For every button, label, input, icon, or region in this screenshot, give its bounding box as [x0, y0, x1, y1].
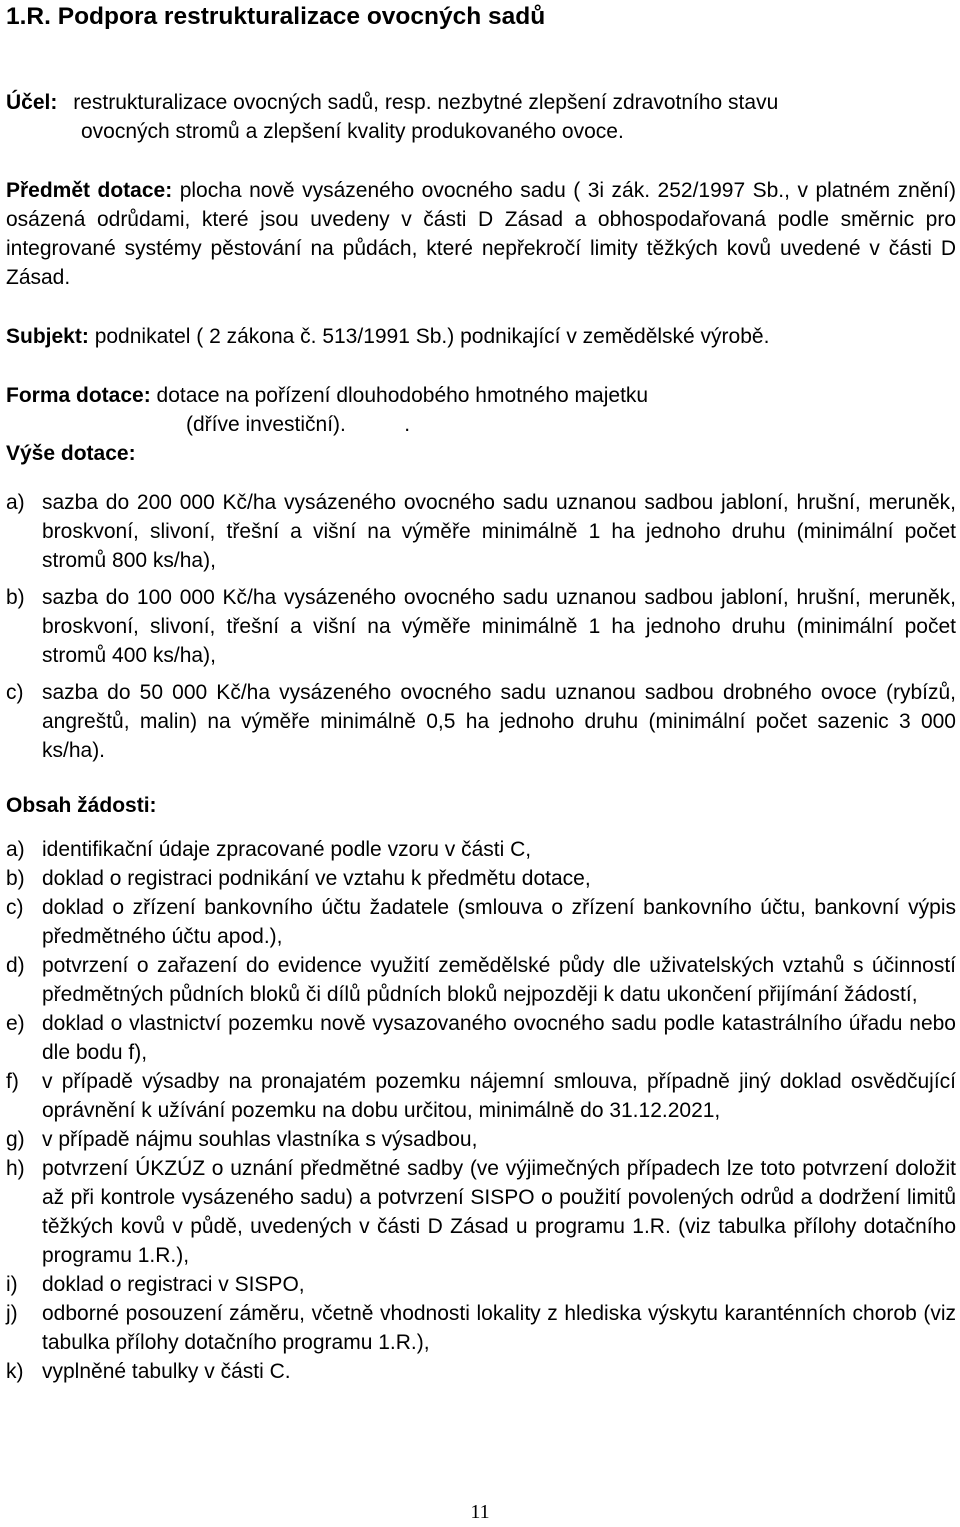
- vyse-heading: [6, 439, 956, 468]
- list-text: doklad o registraci podnikání ve vztahu k předmětu dotace,: [42, 867, 591, 890]
- list-marker: c): [6, 896, 24, 919]
- list-item: [6, 864, 956, 893]
- list-text: sazba do 200 000 Kč/ha vysázeného ovocného sadu uznanou sadbou jabloní, hrušní, meruněk, broskvoní, slivoní, třešní a višní na výměře minimálně 1 ha jednoho druhu (minimální počet stromů 800 ks/ha),: [42, 491, 956, 572]
- ucel-line2-block: [81, 117, 956, 146]
- vyse-list: [6, 488, 956, 765]
- list-item: [6, 1357, 956, 1386]
- list-marker: j): [6, 1302, 18, 1325]
- list-item: [6, 678, 956, 765]
- list-item: [6, 1270, 956, 1299]
- list-item: [6, 1067, 956, 1125]
- list-marker: i): [6, 1273, 18, 1296]
- forma-line2-block: [186, 410, 956, 439]
- list-marker: f): [6, 1070, 19, 1093]
- list-marker: a): [6, 491, 25, 514]
- list-marker: g): [6, 1128, 25, 1151]
- list-item: [6, 893, 956, 951]
- list-marker: k): [6, 1360, 24, 1383]
- list-text: identifikační údaje zpracované podle vzoru v části C,: [42, 838, 532, 861]
- list-text: doklad o vlastnictví pozemku nově vysazovaného ovocného sadu podle katastrálního úřadu nebo dle bodu f),: [42, 1012, 956, 1064]
- list-item: [6, 1299, 956, 1357]
- ucel-label: Účel:: [6, 91, 58, 114]
- list-text: v případě výsadby na pronajatém pozemku nájemní smlouva, případně jiný doklad osvědčující oprávnění k užívání pozemku na dobu určitou, minimálně do 31.12.2021,: [42, 1070, 956, 1122]
- list-text: sazba do 50 000 Kč/ha vysázeného ovocného sadu uznanou sadbou drobného ovoce (rybízů, angreštů, malin) na výměře minimálně 0,5 ha jednoho druhu (minimální počet sazenic 3 000 ks/ha).: [42, 681, 956, 762]
- subjekt-paragraph: [6, 322, 956, 351]
- list-text: odborné posouzení záměru, včetně vhodnosti lokality z hlediska výskytu karanténních chorob (viz tabulka přílohy dotačního programu 1.R.),: [42, 1302, 956, 1354]
- list-text: v případě nájmu souhlas vlastníka s výsadbou,: [42, 1128, 478, 1151]
- list-item: [6, 1125, 956, 1154]
- list-item: [6, 1154, 956, 1270]
- list-item: [6, 951, 956, 1009]
- list-text: doklad o registraci v SISPO,: [42, 1273, 305, 1296]
- list-marker: a): [6, 838, 25, 861]
- list-marker: c): [6, 681, 24, 704]
- predmet-paragraph: [6, 176, 956, 292]
- list-item: [6, 1009, 956, 1067]
- vyse-label: Výše dotace:: [6, 442, 136, 465]
- list-marker: b): [6, 586, 25, 609]
- list-text: vyplněné tabulky v části C.: [42, 1360, 291, 1383]
- obsah-heading: [6, 791, 956, 820]
- list-text: doklad o zřízení bankovního účtu žadatele (smlouva o zřízení bankovního účtu, bankovní výpis předmětného účtu apod.),: [42, 896, 956, 948]
- page-number: 11: [470, 1501, 490, 1523]
- obsah-list: [6, 835, 956, 1386]
- subjekt-text: podnikatel ( 2 zákona č. 513/1991 Sb.) podnikající v zemědělské výrobě.: [94, 325, 770, 348]
- forma-line1: dotace na pořízení dlouhodobého hmotného majetku: [156, 384, 649, 407]
- forma-label: Forma dotace:: [6, 384, 151, 407]
- list-text: potvrzení ÚKZÚZ o uznání předmětné sadby (ve výjimečných případech lze toto potvrzení doložit až při kontrole vysázeného sadu) a potvrzení SISPO o použití povolených odrůd a dodržení limitů těžkých kovů v půdě, uvedených v části D Zásad u programu 1.R. (viz tabulka přílohy dotačního programu 1.R.),: [42, 1157, 956, 1267]
- list-marker: h): [6, 1157, 25, 1180]
- ucel-line1: restrukturalizace ovocných sadů, resp. nezbytné zlepšení zdravotního stavu: [73, 91, 779, 114]
- list-marker: b): [6, 867, 25, 890]
- section-title: 1.R. Podpora restrukturalizace ovocných sadů: [6, 3, 546, 30]
- subjekt-label: Subjekt:: [6, 325, 89, 348]
- predmet-text: plocha nově vysázeného ovocného sadu ( 3i zák. 252/1997 Sb., v platném znění) osázená odrůdami, které jsou uvedeny v části D Zásad a obhospodařovaná podle směrnic pro integrované systémy pěstování na půdách, které nepřekročí limity těžkých kovů uvedené v části D Zásad.: [6, 179, 957, 289]
- list-item: [6, 835, 956, 864]
- obsah-label: Obsah žádosti:: [6, 794, 157, 817]
- list-item: [6, 583, 956, 670]
- list-marker: d): [6, 954, 25, 977]
- ucel-line2: ovocných stromů a zlepšení kvality produkovaného ovoce.: [81, 120, 624, 143]
- list-text: sazba do 100 000 Kč/ha vysázeného ovocného sadu uznanou sadbou jabloní, hrušní, meruněk, broskvoní, slivoní, třešní a višní na výměře minimálně 1 ha jednoho druhu (minimální počet stromů 400 ks/ha),: [42, 586, 956, 667]
- forma-line2: (dříve investiční). .: [186, 413, 411, 436]
- ucel-paragraph: [6, 88, 956, 117]
- list-text: potvrzení o zařazení do evidence využití zemědělské půdy dle uživatelských vztahů s účinností předmětných půdních bloků či dílů půdních bloků nejpozději k datu ukončení přijímání žádostí,: [42, 954, 956, 1006]
- list-marker: e): [6, 1012, 25, 1035]
- predmet-label: Předmět dotace:: [6, 179, 173, 202]
- forma-paragraph: [6, 381, 956, 410]
- list-item: [6, 488, 956, 575]
